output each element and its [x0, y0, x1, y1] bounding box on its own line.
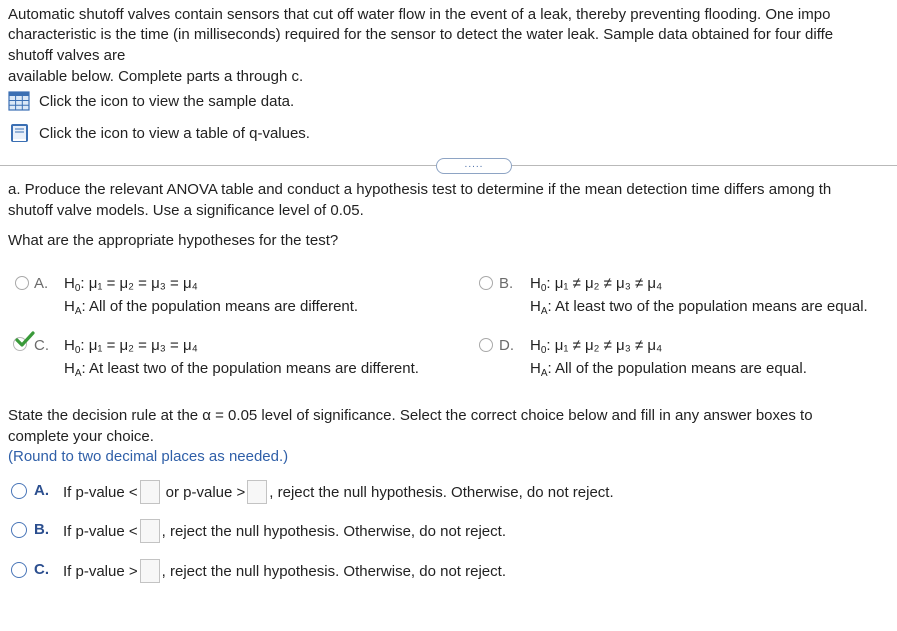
- option-a-h0-rel: : μ₁ = μ₂ = μ₃ = μ₄: [80, 275, 198, 292]
- option-b-h0-sub: 0: [540, 283, 547, 294]
- option-a-h0-sub: 0: [74, 283, 81, 294]
- option-a-ha-text: : All of the population means are different.: [81, 298, 359, 315]
- intro-line-3: shutoff valves are: [8, 47, 126, 64]
- radio-option-d[interactable]: [479, 338, 493, 352]
- rule-a-text-1: If p-value <: [63, 483, 138, 501]
- book-icon[interactable]: [8, 123, 30, 143]
- option-c-h0-sub: 0: [74, 345, 81, 356]
- expand-button[interactable]: .....: [436, 158, 512, 174]
- option-d-h0-sub: 0: [540, 345, 547, 356]
- rule-a-answer-box-2[interactable]: [247, 480, 267, 504]
- option-b-alt: [530, 298, 868, 317]
- radio-rule-a[interactable]: [11, 483, 27, 499]
- option-a-null: [64, 275, 198, 294]
- option-c-ha: H: [64, 360, 75, 377]
- option-d-ha-sub: A: [540, 368, 548, 379]
- option-c-ha-text: : At least two of the population means are different.: [81, 360, 419, 377]
- rule-a-letter: A.: [34, 482, 49, 499]
- radio-rule-b[interactable]: [11, 522, 27, 538]
- rule-b-text-1: If p-value <: [63, 522, 138, 540]
- option-a-letter: A.: [34, 275, 49, 292]
- rule-b-answer-box[interactable]: [140, 519, 160, 543]
- rule-b-letter: B.: [34, 521, 49, 538]
- intro-line-2: characteristic is the time (in milliseconds) required for the sensor to detect the water leak. Sample data obtained for four diffe: [8, 26, 834, 43]
- intro-line-4: available below. Complete parts a through c.: [8, 68, 304, 85]
- option-b-h0: H: [530, 275, 541, 292]
- option-b-ha-sub: A: [540, 306, 548, 317]
- part-a-line-2: shutoff valve models. Use a significance level of 0.05.: [8, 202, 364, 219]
- option-c-ha-sub: A: [74, 368, 82, 379]
- option-b-letter: B.: [499, 275, 514, 292]
- rule-b: [63, 519, 506, 543]
- rule-a-text-2: or p-value >: [165, 483, 246, 501]
- option-d-h0: H: [530, 337, 541, 354]
- rule-c-letter: C.: [34, 561, 49, 578]
- option-b-ha: H: [530, 298, 541, 315]
- option-d-ha: H: [530, 360, 541, 377]
- rule-c-text-1: If p-value >: [63, 562, 138, 580]
- checkmark-icon: [14, 330, 36, 350]
- option-b-null: [530, 275, 662, 294]
- option-c-h0: H: [64, 337, 75, 354]
- option-a-ha: H: [64, 298, 75, 315]
- option-d-alt: [530, 360, 807, 379]
- sample-data-link[interactable]: [8, 91, 294, 111]
- option-a-h0: H: [64, 275, 75, 292]
- q-values-link[interactable]: [8, 123, 310, 143]
- decision-line-2: complete your choice.: [8, 428, 154, 445]
- hypotheses-question: What are the appropriate hypotheses for the test?: [8, 232, 339, 249]
- part-a-line-1: a. Produce the relevant ANOVA table and conduct a hypothesis test to determine if the mean detection time differs among th: [8, 181, 832, 198]
- rule-a: [63, 480, 614, 504]
- option-d-ha-text: : All of the population means are equal.: [547, 360, 807, 377]
- option-d-h0-rel: : μ₁ ≠ μ₂ ≠ μ₃ ≠ μ₄: [546, 337, 663, 354]
- rule-c-text-3: , reject the null hypothesis. Otherwise, do not reject.: [161, 562, 506, 580]
- radio-option-a[interactable]: [15, 276, 29, 290]
- rule-a-text-3: , reject the null hypothesis. Otherwise, do not reject.: [269, 483, 614, 501]
- radio-option-b[interactable]: [479, 276, 493, 290]
- option-c-null: [64, 337, 198, 356]
- option-d-letter: D.: [499, 337, 514, 354]
- radio-rule-c[interactable]: [11, 562, 27, 578]
- option-c-alt: [64, 360, 419, 379]
- rule-a-answer-box-1[interactable]: [140, 480, 160, 504]
- q-values-label: Click the icon to view a table of q-values.: [39, 124, 310, 142]
- option-c-letter: C.: [34, 337, 49, 354]
- round-note: (Round to two decimal places as needed.): [8, 448, 289, 465]
- rule-c: [63, 559, 506, 583]
- rule-c-answer-box[interactable]: [140, 559, 160, 583]
- decision-line-1: State the decision rule at the α = 0.05 level of significance. Select the correct choice below and fill in any answer boxes to: [8, 407, 813, 424]
- option-c-h0-rel: : μ₁ = μ₂ = μ₃ = μ₄: [80, 337, 198, 354]
- data-table-icon[interactable]: [8, 91, 30, 111]
- option-a-alt: [64, 298, 358, 317]
- option-a-ha-sub: A: [74, 306, 82, 317]
- sample-data-label: Click the icon to view the sample data.: [39, 92, 295, 110]
- rule-b-text-3: , reject the null hypothesis. Otherwise, do not reject.: [161, 522, 506, 540]
- option-b-h0-rel: : μ₁ ≠ μ₂ ≠ μ₃ ≠ μ₄: [546, 275, 663, 292]
- option-d-null: [530, 337, 662, 356]
- option-b-ha-text: : At least two of the population means are equal.: [547, 298, 868, 315]
- intro-line-1: Automatic shutoff valves contain sensors that cut off water flow in the event of a leak, thereby preventing flooding. One impo: [8, 6, 831, 23]
